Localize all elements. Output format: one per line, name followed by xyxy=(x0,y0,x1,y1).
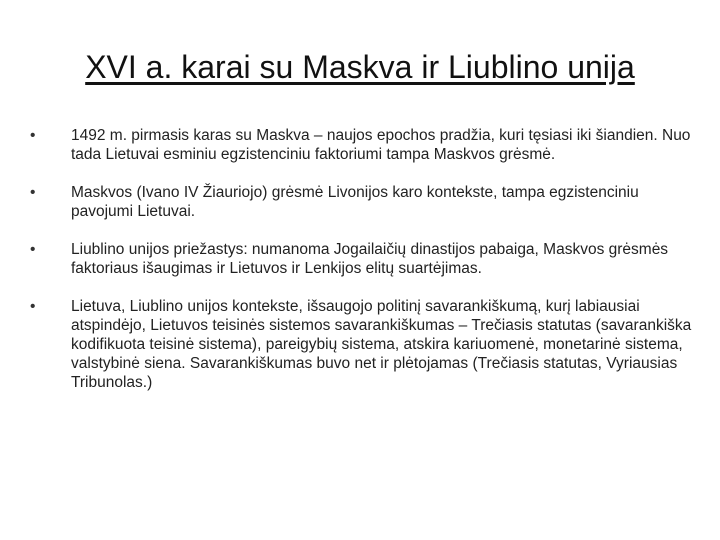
bullet-icon: • xyxy=(30,298,36,315)
bullet-text: Lietuva, Liublino unijos kontekste, išsaugojo politinį savarankiškumą, kurį labiausiai atspindėjo, Lietuvos teisinės sistemos savarankiškumas – Trečiasis statutas (savarankiška kodifikuota teisinė sistema), pareigybių sistema, atskira kariuomenė, monetarinė sistema, valstybinė siena. Savarankiškumas buvo net ir plėtojamas (Trečiasis statutas, Vyriausias Tribunolas.) xyxy=(71,298,692,391)
bullet-item xyxy=(30,297,695,392)
slide-title: XVI a. karai su Maskva ir Liublino unija xyxy=(85,49,635,85)
bullet-icon: • xyxy=(30,241,36,258)
bullet-item xyxy=(30,240,695,278)
bullet-text: 1492 m. pirmasis karas su Maskva – naujos epochos pradžia, kuri tęsiasi iki šiandien. Nuo tada Lietuvai esminiu egzistenciniu faktoriumi tampa Maskvos grėsmė. xyxy=(71,127,691,163)
bullet-list xyxy=(30,126,695,392)
bullet-item xyxy=(30,126,695,164)
bullet-icon: • xyxy=(30,127,36,144)
bullet-text: Maskvos (Ivano IV Žiauriojo) grėsmė Livonijos karo kontekste, tampa egzistenciniu pavojumi Lietuvai. xyxy=(71,184,639,220)
bullet-text: Liublino unijos priežastys: numanoma Jogailaičių dinastijos pabaiga, Maskvos grėsmės faktoriaus išaugimas ir Lietuvos ir Lenkijos elitų suartėjimas. xyxy=(71,241,669,277)
bullet-item xyxy=(30,183,695,221)
bullet-icon: • xyxy=(30,184,36,201)
